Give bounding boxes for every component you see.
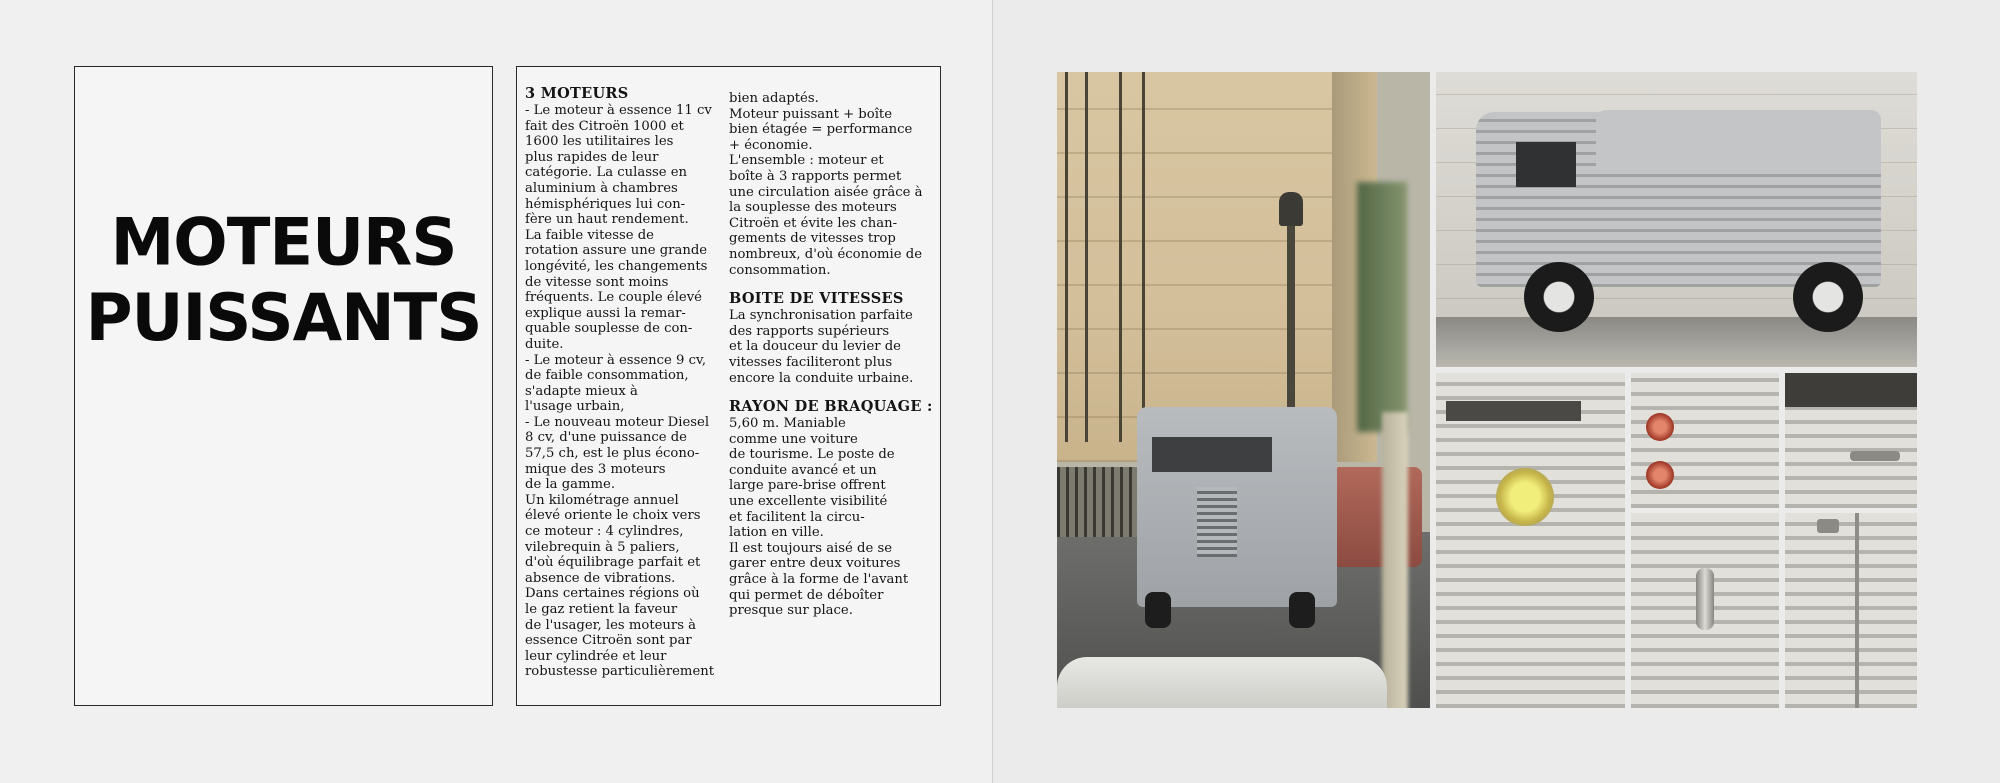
page-title	[75, 206, 492, 357]
body-continuation: bien adaptés. Moteur puissant + boîte bien étagée = performance + économie. L'ensemble : moteur et boîte à 3 rapports permet une circulation aisée grâce à la souplesse des moteurs Citroën et évite les chan- gements de vitesses trop nombreux, d'où économie de consommation.	[729, 91, 923, 278]
text-panel	[516, 66, 941, 706]
white-car	[1057, 657, 1387, 708]
red-car	[1332, 467, 1422, 567]
detail-handle-photo	[1631, 513, 1779, 708]
door-handle-icon	[1696, 568, 1714, 630]
traffic-signal	[1357, 182, 1407, 432]
detail-door-photo	[1785, 513, 1917, 708]
red-light-icon	[1646, 461, 1674, 489]
rear-wheel	[1793, 262, 1863, 332]
title-line-2: PUISSANTS	[85, 281, 482, 357]
left-page	[0, 0, 993, 783]
street-scene-photo	[1057, 72, 1430, 708]
red-light-icon	[1646, 413, 1674, 441]
street-lamp-icon	[1279, 192, 1303, 226]
body-boite-vitesses: La synchronisation parfaite des rapports supérieurs et la douceur du levier de vitesses faciliteront plus encore la conduite urbaine.	[729, 308, 914, 386]
fog-lamp-icon	[1496, 468, 1554, 526]
detail-latch-photo	[1785, 373, 1917, 508]
body-rayon-braquage: 5,60 m. Maniable comme une voiture de tourisme. Le poste de conduite avancé et un large pare-brise offrent une excellente visibilité et facilitent la circu- lation en ville. Il est toujours aisé de se garer entre deux voitures grâce à la forme de l'avant qui permet de déboîter presque sur place.	[729, 416, 909, 619]
detail-red-lights-photo	[1631, 373, 1779, 508]
text-column-2	[729, 91, 939, 619]
front-wheel	[1524, 262, 1594, 332]
title-panel	[74, 66, 493, 706]
detail-lamp-photo	[1436, 373, 1625, 708]
heading-rayon-braquage: RAYON DE BRAQUAGE :	[729, 398, 933, 416]
body-moteurs: - Le moteur à essence 11 cv fait des Citroën 1000 et 1600 les utilitaires les plus rapides de leur catégorie. La culasse en aluminium à chambres hémisphériques lui con- fère un haut rendement. La faible vitesse de rotation assure une grande longévité, les changements de vitesse sont moins fréquents. Le couple élevé explique aussi la remar- quable souplesse de con- duite. - Le moteur à essence 9 cv, de faible consommation, s'adapte mieux à l'usage urbain, - Le nouveau moteur Diesel 8 cv, d'une puissance de 57,5 ch, est le plus écono- mique des 3 moteurs de la gamme. Un kilométrage annuel élevé oriente le choix vers ce moteur : 4 cylindres, vilebrequin à 5 paliers, d'où équilibrage parfait et absence de vibrations. Dans certaines régions où le gaz retient la faveur de l'usager, les moteurs à essence Citroën sont par leur cylindrée et leur robustesse particulièrement	[525, 103, 715, 680]
heading-moteurs: 3 MOTEURS	[525, 85, 629, 102]
title-line-1: MOTEURS	[110, 205, 457, 281]
van-side-photo	[1436, 72, 1917, 367]
heading-boite-vitesses: BOITE DE VITESSES	[729, 290, 904, 308]
text-column-1	[525, 85, 720, 680]
